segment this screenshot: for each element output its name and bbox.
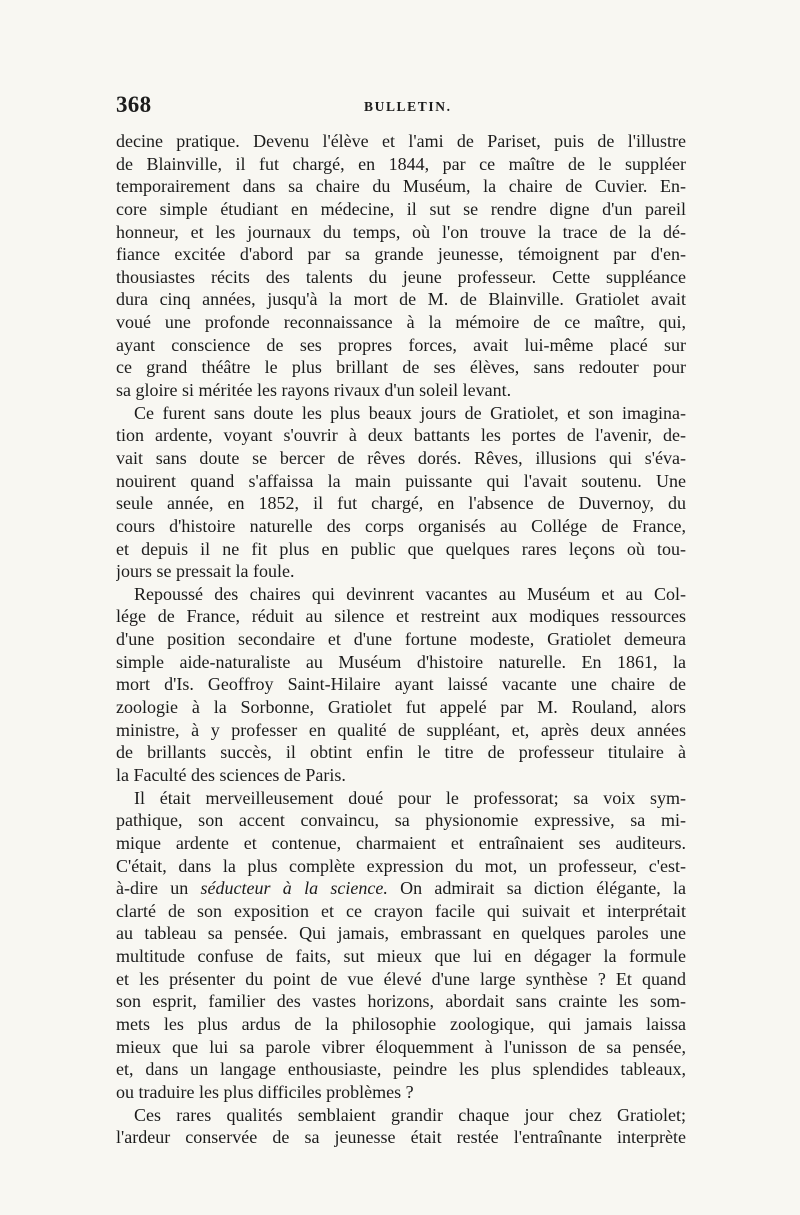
text-line: Il était merveilleusement doué pour le professorat; sa voix sym-	[134, 787, 686, 808]
text-line: nouirent quand s'affaissa la main puissante qui l'avait soutenu. Une	[116, 470, 686, 491]
text-line: tion ardente, voyant s'ouvrir à deux battants les portes de l'avenir, de-	[116, 425, 686, 446]
paragraph-3	[116, 583, 686, 787]
text-line: dura cinq années, jusqu'à la mort de M. de Blainville. Gratiolet avait	[116, 289, 686, 310]
text-line: honneur, et les journaux du temps, où l'on trouve la trace de la dé-	[116, 221, 686, 242]
italic-phrase: séducteur à la science.	[200, 878, 388, 899]
page-header	[116, 92, 686, 122]
text-line: clarté de son exposition et ce crayon facile qui suivait et interprétait	[116, 900, 686, 921]
text-line: lége de France, réduit au silence et restreint aux modiques ressources	[116, 606, 686, 627]
text-line: et depuis il ne fit plus en public que quelques rares leçons où tou-	[116, 538, 686, 559]
text-line-with-italic	[116, 877, 686, 900]
text-line: la Faculté des sciences de Paris.	[116, 764, 346, 785]
text-line: zoologie à la Sorbonne, Gratiolet fut appelé par M. Rouland, alors	[116, 697, 686, 718]
text-segment: à-dire un	[116, 878, 201, 899]
paragraph-1	[116, 130, 686, 402]
text-line: de Blainville, il fut chargé, en 1844, par ce maître de le suppléer	[116, 153, 686, 174]
body-text	[116, 130, 686, 1149]
text-line: Ces rares qualités semblaient grandir chaque jour chez Gratiolet;	[134, 1104, 686, 1125]
text-line: jours se pressait la foule.	[116, 561, 295, 582]
text-line: ayant conscience de ses propres forces, avait lui-même placé sur	[116, 334, 686, 355]
text-line: multitude confuse de faits, sut mieux que lui en dégager la formule	[116, 946, 686, 967]
page-number: 368	[116, 92, 152, 117]
paragraph-2	[116, 402, 686, 583]
text-line: ministre, à y professer en qualité de suppléant, et, après deux années	[116, 719, 686, 740]
paragraph-4	[116, 787, 686, 1104]
text-line: core simple étudiant en médecine, il sut se rendre digne d'un pareil	[116, 198, 686, 219]
text-line: de brillants succès, il obtint enfin le titre de professeur titulaire à	[116, 742, 686, 763]
text-line: vait sans doute se bercer de rêves dorés. Rêves, illusions qui s'éva-	[116, 447, 686, 468]
text-line: mort d'Is. Geoffroy Saint-Hilaire ayant laissé vacante une chaire de	[116, 674, 686, 695]
text-line: Ce furent sans doute les plus beaux jours de Gratiolet, et son imagina-	[134, 402, 686, 423]
text-line: temporairement dans sa chaire du Muséum, la chaire de Cuvier. En-	[116, 176, 686, 197]
text-line: au tableau sa pensée. Qui jamais, embrassant en quelques paroles une	[116, 923, 686, 944]
text-line: d'une position secondaire et d'une fortune modeste, Gratiolet demeura	[116, 629, 686, 650]
text-line: fiance excitée d'abord par sa grande jeunesse, témoignent par d'en-	[116, 244, 686, 265]
text-line: cours d'histoire naturelle des corps organisés au Collége de France,	[116, 515, 686, 536]
text-line: decine pratique. Devenu l'élève et l'ami de Pariset, puis de l'illustre	[116, 131, 686, 151]
text-line: simple aide-naturaliste au Muséum d'histoire naturelle. En 1861, la	[116, 651, 686, 672]
text-line: pathique, son accent convaincu, sa physionomie expressive, sa mi-	[116, 810, 686, 831]
text-line: seule année, en 1852, il fut chargé, en l'absence de Duvernoy, du	[116, 493, 686, 514]
text-line: l'ardeur conservée de sa jeunesse était restée l'entraînante interprète	[116, 1127, 686, 1148]
running-head: BULLETIN.	[364, 99, 452, 114]
text-line: Repoussé des chaires qui devinrent vacantes au Muséum et au Col-	[134, 583, 686, 604]
text-line: C'était, dans la plus complète expression du mot, un professeur, c'est-	[116, 855, 686, 876]
text-line: et, dans un langage enthousiaste, peindre les plus splendides tableaux,	[116, 1059, 686, 1080]
text-line: ce grand théâtre le plus brillant de ses élèves, sans redouter pour	[116, 357, 686, 378]
text-line: mique ardente et contenue, charmaient et entraînaient ses auditeurs.	[116, 832, 686, 853]
text-line: mets les plus ardus de la philosophie zoologique, qui jamais laissa	[116, 1013, 686, 1034]
text-line: thousiastes récits des talents du jeune professeur. Cette suppléance	[116, 266, 686, 287]
text-line: mieux que lui sa parole vibrer éloquemment à l'unisson de sa pensée,	[116, 1036, 686, 1057]
paragraph-5	[116, 1104, 686, 1149]
text-line: voué une profonde reconnaissance à la mémoire de ce maître, qui,	[116, 312, 686, 333]
text-line: son esprit, familier des vastes horizons, abordait sans crainte les som-	[116, 991, 686, 1012]
text-line: sa gloire si méritée les rayons rivaux d'un soleil levant.	[116, 380, 512, 401]
text-segment: On admirait sa diction élégante, la	[387, 878, 686, 899]
text-line: et les présenter du point de vue élevé d'une large synthèse ? Et quand	[116, 968, 686, 989]
text-line: ou traduire les plus difficiles problèmes ?	[116, 1081, 414, 1102]
